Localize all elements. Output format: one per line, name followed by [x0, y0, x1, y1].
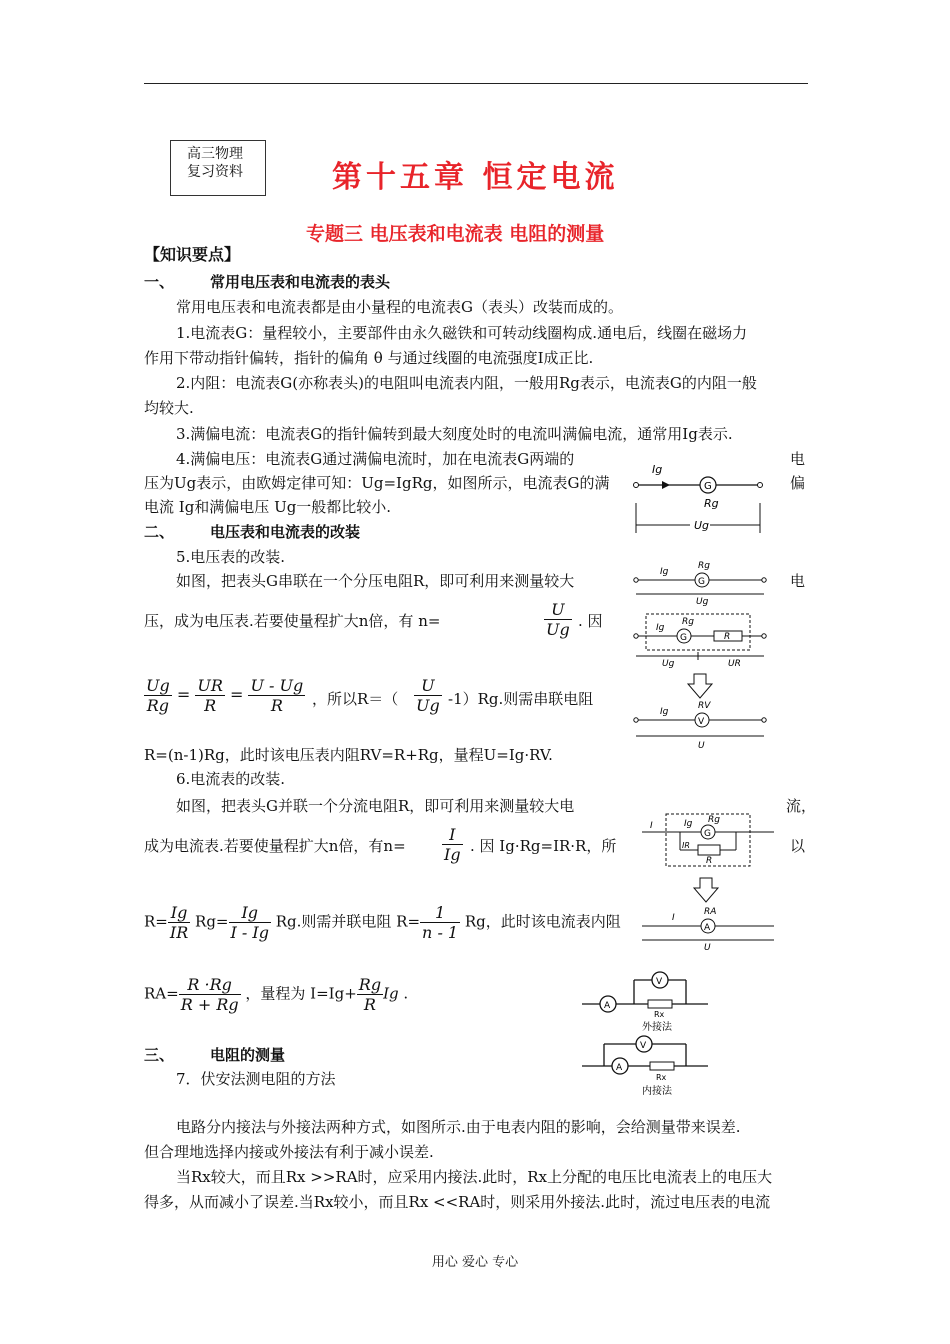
- point5-line3-mid: ，所以R＝（: [312, 690, 399, 708]
- svg-text:A: A: [704, 923, 711, 933]
- knowledge-heading: 【知识要点】: [144, 245, 241, 264]
- point9-line2: 得多，从而减小了误差.当Rx较小，而且Rx <<RA时，则采用外接法.此时，流过电压表的电流: [144, 1193, 771, 1211]
- galvanometer-label: G: [704, 481, 712, 492]
- formula-n-voltage: $\frac{U}{Ug}$: [546, 600, 570, 639]
- point5-line4: R=(n-1)Rg，此时该电压表内阻RV=R+Rg，量程U=Ig·RV.: [144, 746, 553, 764]
- formula-n-minus-1: $\frac{U}{Ug}$: [416, 676, 440, 715]
- svg-text:RV: RV: [698, 701, 711, 711]
- intro-paragraph: 常用电压表和电流表都是由小量程的电流表G（表头）改装而成的。: [176, 298, 623, 316]
- section3-title: 电阻的测量: [210, 1046, 286, 1064]
- svg-text:Rg: Rg: [708, 815, 720, 825]
- galvanometer-figure: [630, 455, 770, 540]
- point4-line2-end: 偏: [790, 474, 806, 492]
- point2-line1: 2.内阻：电流表G(亦称表头)的电阻叫电流表内阻，一般用Rg表示，电流表G的内阻一般: [176, 374, 757, 392]
- subject-box-line1: 高三物理: [187, 146, 243, 162]
- point7-title: 7．伏安法测电阻的方法: [176, 1070, 336, 1088]
- svg-text:Ug: Ug: [696, 597, 709, 607]
- point4-line3: 电流 Ig和满偏电压 Ug一般都比较小.: [144, 498, 392, 516]
- point9-line1: 当Rx较大，而且Rx >>RA时，应采用内接法.此时，Rx上分配的电压比电流表上的电压大: [176, 1168, 773, 1186]
- svg-text:U: U: [704, 943, 711, 952]
- svg-text:Ig: Ig: [652, 463, 663, 476]
- section2-title: 电压表和电流表的改装: [210, 523, 361, 541]
- section2-number: 二、: [144, 523, 175, 541]
- voltmeter-conversion-figure: [632, 556, 772, 756]
- point1-line2: 作用下带动指针偏转，指针的偏角 θ 与通过线圈的电流强度I成正比.: [144, 349, 594, 367]
- svg-text:V: V: [640, 1041, 647, 1051]
- svg-text:G: G: [704, 829, 711, 839]
- formula-shunt: R= $\frac{Ig}{IR}$ Rg= $\frac{Ig}{I - Ig}$ Rg.则需并联电阻 R= $\frac{1}{n - 1}$ Rg，此时该电流表内阻: [144, 903, 621, 942]
- svg-text:I: I: [650, 821, 653, 831]
- ammeter-conversion-figure: [640, 808, 778, 952]
- point5-line1-end: 电: [790, 572, 806, 590]
- point5-line1: 如图，把表头G串联在一个分压电阻R，即可利用来测量较大: [176, 572, 575, 590]
- svg-text:Rx: Rx: [654, 1010, 665, 1019]
- footer-motto: 用心 爱心 专心: [431, 1255, 519, 1270]
- section1-title: 常用电压表和电流表的表头: [210, 273, 391, 291]
- svg-text:Rg: Rg: [682, 617, 694, 627]
- topic-title: 专题三 电压表和电流表 电阻的测量: [306, 223, 605, 245]
- svg-text:G: G: [680, 633, 687, 643]
- svg-text:Rx: Rx: [656, 1073, 667, 1082]
- point5-line2: 压，成为电压表.若要使量程扩大n倍，有 n=: [144, 612, 441, 630]
- point5-line2-end: . 因: [578, 612, 603, 630]
- svg-text:Ig: Ig: [656, 623, 665, 633]
- point4-line1: 4.满偏电压：电流表G通过满偏电流时，加在电流表G两端的: [176, 450, 575, 468]
- svg-text:V: V: [698, 717, 705, 727]
- svg-text:外接法: 外接法: [642, 1022, 672, 1033]
- point6-line1-end: 流，: [786, 797, 817, 815]
- point1-line1: 1.电流表G：量程较小，主要部件由永久磁铁和可转动线圈构成.通电后，线圈在磁场力: [176, 324, 748, 342]
- svg-text:RA: RA: [704, 907, 717, 917]
- formula-n-current: $\frac{I}{Ig}$: [444, 825, 461, 864]
- point4-line2: 压为Ug表示，由欧姆定律可知：Ug=IgRg，如图所示，电流表G的满: [144, 474, 610, 492]
- svg-text:Ig: Ig: [660, 707, 669, 717]
- svg-text:V: V: [656, 977, 663, 987]
- chapter-title: 第十五章 恒定电流: [332, 160, 619, 195]
- svg-text:U: U: [698, 741, 705, 751]
- voltammetry-figure: [578, 968, 713, 1103]
- point8-line2: 但合理地选择内接或外接法有利于减小误差.: [144, 1143, 434, 1161]
- point2-line2: 均较大.: [144, 399, 194, 417]
- svg-text:Ug: Ug: [694, 519, 710, 532]
- header-rule: [144, 83, 808, 84]
- svg-text:内接法: 内接法: [642, 1086, 672, 1097]
- formula-ammeter-resistance: RA= $\frac{R \cdot Rg}{R + Rg}$ ，量程为 I=Ig+ $\frac{Rg}{R}$ Ig .: [144, 975, 409, 1014]
- svg-text:R: R: [724, 632, 731, 642]
- point6-line2: 成为电流表.若要使量程扩大n倍，有n=: [144, 837, 406, 855]
- point6-line1: 如图，把表头G并联一个分流电阻R，即可利用来测量较大电: [176, 797, 575, 815]
- subject-box-line2: 复习资料: [187, 164, 243, 180]
- svg-text:Rg: Rg: [704, 497, 719, 510]
- svg-text:A: A: [604, 1001, 611, 1011]
- point5-title: 5.电压表的改装.: [176, 548, 286, 566]
- formula-voltage-ratio: $\frac{Ug}{Rg}$ = $\frac{UR}{R}$ = $\frac{U - Ug}{R}$: [146, 676, 304, 715]
- svg-text:A: A: [616, 1063, 623, 1073]
- point4-line1-end: 电: [790, 450, 806, 468]
- svg-text:Ug: Ug: [662, 659, 675, 669]
- svg-text:R: R: [706, 856, 713, 866]
- subject-box: [170, 140, 266, 196]
- svg-text:Ig: Ig: [684, 819, 693, 829]
- section3-number: 三、: [144, 1046, 175, 1064]
- point6-line2-right: 以: [790, 837, 806, 855]
- point6-title: 6.电流表的改装.: [176, 770, 286, 788]
- svg-text:G: G: [698, 577, 705, 587]
- svg-text:UR: UR: [728, 659, 741, 669]
- point3: 3.满偏电流：电流表G的指针偏转到最大刻度处时的电流叫满偏电流，通常用Ig表示.: [176, 425, 733, 443]
- svg-text:I: I: [672, 913, 675, 923]
- section1-number: 一、: [144, 273, 175, 291]
- point6-line2-end: . 因 Ig·Rg=IR·R，所: [470, 837, 617, 855]
- point8-line1: 电路分内接法与外接法两种方式，如图所示.由于电表内阻的影响，会给测量带来误差.: [176, 1118, 741, 1136]
- svg-text:Rg: Rg: [698, 561, 710, 571]
- svg-text:IR: IR: [682, 841, 690, 850]
- point5-line3-end: -1）Rg.则需串联电阻: [448, 690, 594, 708]
- svg-text:Ig: Ig: [660, 567, 669, 577]
